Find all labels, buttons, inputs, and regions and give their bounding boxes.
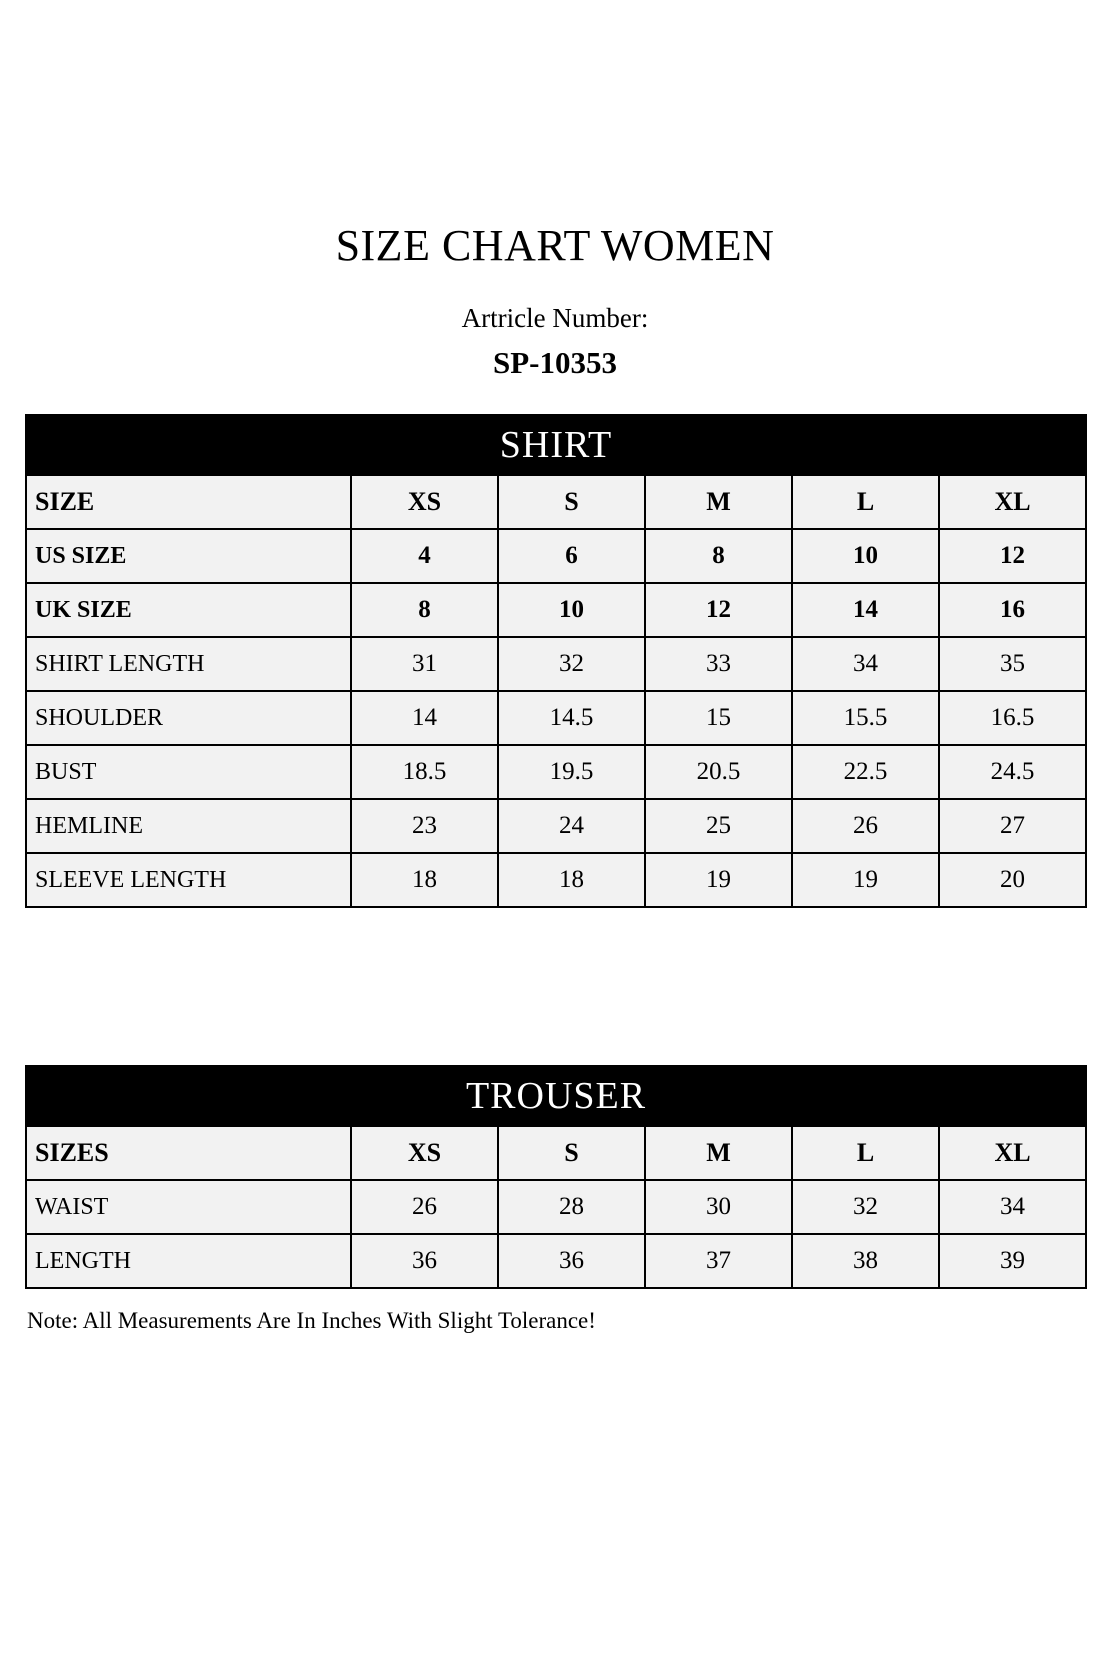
row-label: SIZES xyxy=(26,1126,351,1180)
cell: 37 xyxy=(645,1234,792,1288)
cell: 39 xyxy=(939,1234,1086,1288)
cell: 6 xyxy=(498,529,645,583)
cell: 35 xyxy=(939,637,1086,691)
shirt-size-table-container xyxy=(25,414,1085,908)
cell: 31 xyxy=(351,637,498,691)
cell: 34 xyxy=(792,637,939,691)
trouser-section-title: TROUSER xyxy=(26,1066,1086,1126)
table-row xyxy=(26,853,1086,907)
cell: 8 xyxy=(645,529,792,583)
page-title: SIZE CHART WOMEN xyxy=(335,221,775,270)
cell: 32 xyxy=(498,637,645,691)
article-number-label: Artricle Number: xyxy=(461,303,649,333)
cell: XS xyxy=(351,1126,498,1180)
measurement-note: Note: All Measurements Are In Inches With Slight Tolerance! xyxy=(27,1308,596,1333)
cell: XL xyxy=(939,1126,1086,1180)
table-row xyxy=(26,691,1086,745)
cell: 20 xyxy=(939,853,1086,907)
trouser-size-table-container xyxy=(25,1065,1085,1289)
cell: 30 xyxy=(645,1180,792,1234)
shirt-size-table xyxy=(25,414,1087,908)
cell: 33 xyxy=(645,637,792,691)
table-row xyxy=(26,1180,1086,1234)
cell: XL xyxy=(939,475,1086,529)
shirt-section-title: SHIRT xyxy=(26,415,1086,475)
cell: 28 xyxy=(498,1180,645,1234)
cell: L xyxy=(792,475,939,529)
row-label: SHIRT LENGTH xyxy=(26,637,351,691)
cell: 18 xyxy=(498,853,645,907)
cell: 26 xyxy=(792,799,939,853)
cell: 14 xyxy=(351,691,498,745)
table-row xyxy=(26,529,1086,583)
cell: M xyxy=(645,475,792,529)
cell: 19.5 xyxy=(498,745,645,799)
cell: 4 xyxy=(351,529,498,583)
cell: 24 xyxy=(498,799,645,853)
cell: 16.5 xyxy=(939,691,1086,745)
cell: 18.5 xyxy=(351,745,498,799)
cell: XS xyxy=(351,475,498,529)
row-label: BUST xyxy=(26,745,351,799)
row-label: UK SIZE xyxy=(26,583,351,637)
cell: 12 xyxy=(939,529,1086,583)
row-label: SHOULDER xyxy=(26,691,351,745)
cell: 10 xyxy=(498,583,645,637)
cell: 27 xyxy=(939,799,1086,853)
cell: S xyxy=(498,475,645,529)
row-label: LENGTH xyxy=(26,1234,351,1288)
cell: 19 xyxy=(645,853,792,907)
trouser-size-table xyxy=(25,1065,1087,1289)
table-row xyxy=(26,475,1086,529)
cell: 25 xyxy=(645,799,792,853)
cell: 38 xyxy=(792,1234,939,1288)
row-label: US SIZE xyxy=(26,529,351,583)
cell: M xyxy=(645,1126,792,1180)
cell: 36 xyxy=(351,1234,498,1288)
cell: 23 xyxy=(351,799,498,853)
table-section-header-row xyxy=(26,415,1086,475)
cell: 36 xyxy=(498,1234,645,1288)
cell: 32 xyxy=(792,1180,939,1234)
cell: 10 xyxy=(792,529,939,583)
table-section-header-row xyxy=(26,1066,1086,1126)
cell: S xyxy=(498,1126,645,1180)
cell: 8 xyxy=(351,583,498,637)
row-label: SIZE xyxy=(26,475,351,529)
row-label: SLEEVE LENGTH xyxy=(26,853,351,907)
cell: 26 xyxy=(351,1180,498,1234)
cell: 15.5 xyxy=(792,691,939,745)
table-row xyxy=(26,745,1086,799)
table-row xyxy=(26,637,1086,691)
cell: L xyxy=(792,1126,939,1180)
cell: 24.5 xyxy=(939,745,1086,799)
cell: 14.5 xyxy=(498,691,645,745)
article-number-value: SP-10353 xyxy=(493,345,617,380)
table-row xyxy=(26,1126,1086,1180)
cell: 16 xyxy=(939,583,1086,637)
cell: 12 xyxy=(645,583,792,637)
cell: 20.5 xyxy=(645,745,792,799)
cell: 18 xyxy=(351,853,498,907)
table-row xyxy=(26,583,1086,637)
table-row xyxy=(26,1234,1086,1288)
cell: 34 xyxy=(939,1180,1086,1234)
cell: 22.5 xyxy=(792,745,939,799)
table-row xyxy=(26,799,1086,853)
row-label: HEMLINE xyxy=(26,799,351,853)
cell: 19 xyxy=(792,853,939,907)
cell: 14 xyxy=(792,583,939,637)
cell: 15 xyxy=(645,691,792,745)
row-label: WAIST xyxy=(26,1180,351,1234)
